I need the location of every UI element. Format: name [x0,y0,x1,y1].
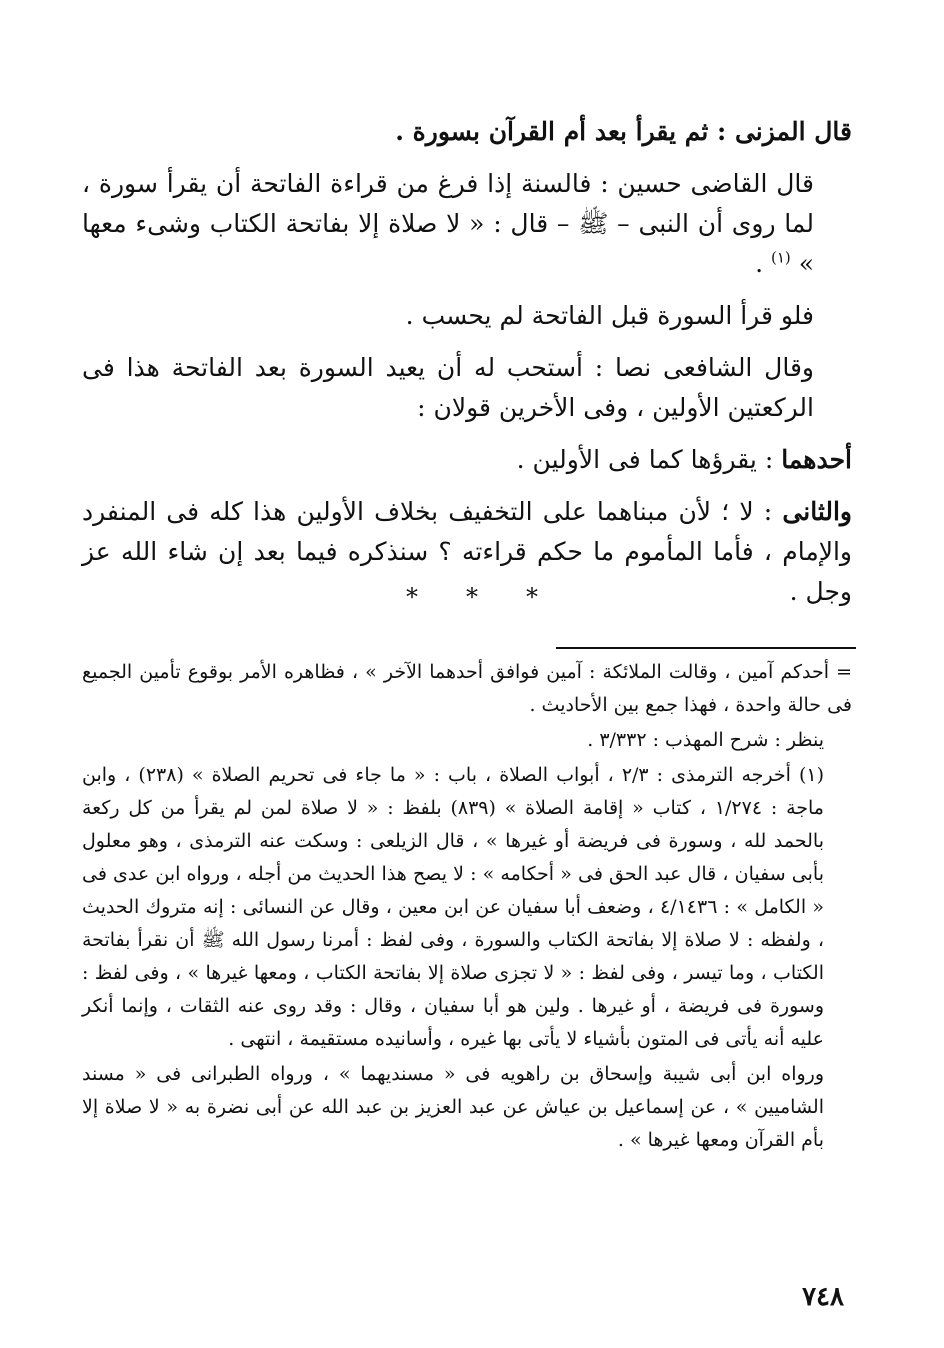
section-separator: *** [406,583,586,611]
footnote-1-continued: ورواه ابن أبى شيبة وإسحاق بن راهويه فى « مسنديهما » ، ورواه الطبرانى فى « مسند الشاميين » ، عن إسماعيل بن عياش عن عبد العزيز بن عبد الله عن أبى نضرة به « لا صلاة إلا بأم القرآن ومعها غيرها » . [82,1063,824,1151]
footnote-continuation: = أحدكم آمين ، وقالت الملائكة : آمين فوافق أحدهما الآخر » ، فظاهره الأمر بوقوع تأمين الجميع فى حالة واحدة ، فهذا جمع بين الأحاديث . [82,661,852,716]
footnote-ref[interactable]: (١) [770,248,791,267]
paragraph-2-text: قال القاضى حسين : فالسنة إذا فرغ من قراءة الفاتحة أن يقرأ سورة ، لما روى أن النبى – ﷺ – قال : « لا صلاة إلا بفاتحة الكتاب وشىء معها » [82,169,814,278]
paragraph-3: فلو قرأ السورة قبل الفاتحة لم يحسب . [405,301,814,330]
paragraph-4: وقال الشافعى نصا : أستحب له أن يعيد السورة بعد الفاتحة هذا فى الركعتين الأولين ، وفى الأخرين قولان : [82,353,814,422]
paragraph-6-lead: والثانى [782,497,852,526]
footnote-1: (١) أخرجه الترمذى : ٢/٣ ، أبواب الصلاة ، باب : « ما جاء فى تحريم الصلاة » (٢٣٨) ، وابن ماجة : ١/٢٧٤ ، كتاب « إقامة الصلاة » (٨٣٩) بلفظ : « لا صلاة لمن لم يقرأ من كل ركعة بالحمد لله ، وسورة فى فريضة أو غيرها » ، قال الزيلعى : وسكت عنه الترمذى ، وهو معلول بأبى سفيان ، قال عبد الحق فى « أحكامه » : لا يصح هذا الحديث من أجله ، ورواه ابن عدى فى « الكامل » : ٤/١٤٣٦ ، وضعف أبا سفيان عن ابن معين ، وقال عن النسائى : إنه متروك الحديث ، ولفظه : لا صلاة إلا بفاتحة الكتاب والسورة ، وفى لفظ : أمرنا رسول الله ﷺ أن نقرأ بفاتحة الكتاب ، وما تيسر ، وفى لفظ : « لا تجزى صلاة إلا بفاتحة الكتاب ، ومعها غيرها » ، وفى لفظ : وسورة فى فريضة ، أو غيرها . ولين هو أبا سفيان ، وقال : وقد روى عنه الثقات ، وإنما أنكر عليه أنه يأتى فى المتون بأشياء لا يأتى بها غيره ، وأسانيده مستقيمة ، انتهى . [82,764,825,1050]
paragraph-5-lead: أحدهما [781,445,852,474]
footnote-reference: ينظر : شرح المهذب : ٣/٣٣٢ . [587,729,824,751]
paragraph-2: قال القاضى حسين : فالسنة إذا فرغ من قراءة الفاتحة أن يقرأ سورة ، لما روى أن النبى – ﷺ – قال : « لا صلاة إلا بفاتحة الكتاب وشىء معها » $^{(١)}$ . [82,169,814,278]
page-number: ٧٤٨ [802,1282,844,1312]
paragraph-1: قال المزنى : ثم يقرأ بعد أم القرآن بسورة . [395,117,852,146]
footnotes [82,656,852,1159]
footnote-divider [556,647,856,649]
paragraph-5: أحدهما : يقرؤها كما فى الأولين . [516,445,852,474]
main-text [82,112,852,624]
paragraph-6: والثانى : لا ؛ لأن مبناهما على التخفيف بخلاف الأولين هذا كله فى المنفرد والإمام ، فأما المأموم ما حكم قراءته ؟ سنذكره فيما بعد إن شاء الله عز وجل . [82,497,852,606]
